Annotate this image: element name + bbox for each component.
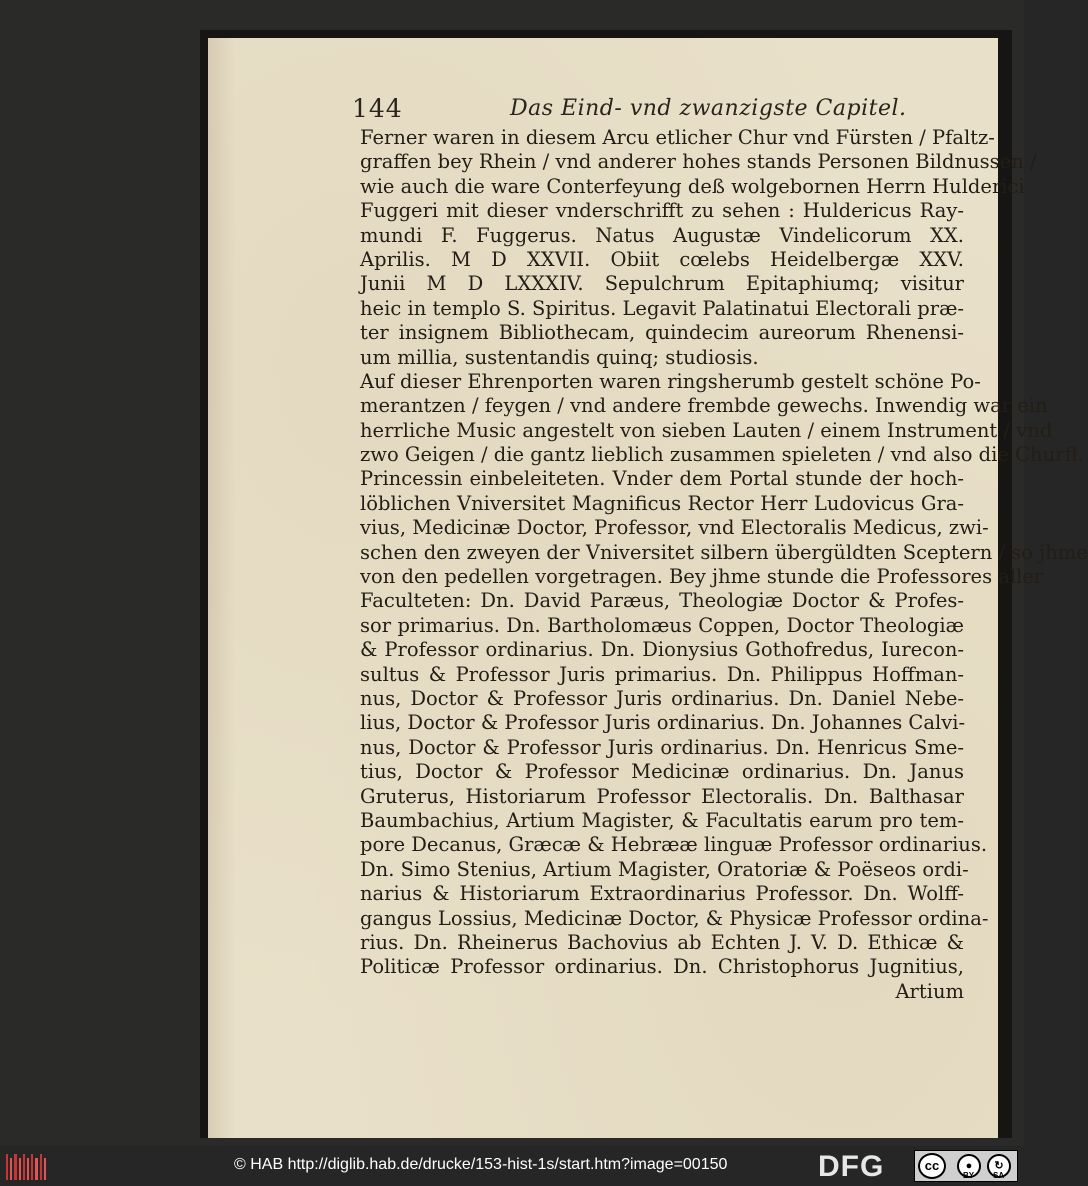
page-number: 144: [352, 94, 403, 123]
running-head: [352, 94, 962, 124]
text-line: nus, Doctor & Professor Juris ordinarius. Dn. Henricus Sme-: [360, 735, 964, 759]
text-line: nus, Doctor & Professor Juris ordinarius. Dn. Daniel Nebe-: [360, 686, 964, 710]
text-line: Auf dieser Ehrenporten waren ringsherumb gestelt schöne Po-: [360, 369, 981, 393]
footer-bar: [0, 1146, 1024, 1186]
text-line: lius, Doctor & Professor Juris ordinarius. Dn. Johannes Calvi-: [360, 711, 966, 735]
by-attribution-icon: ●: [957, 1154, 981, 1178]
text-line: gangus Lossius, Medicinæ Doctor, & Physicæ Professor ordina-: [360, 906, 989, 930]
text-line: & Professor ordinarius. Dn. Dionysius Gothofredus, Iurecon-: [360, 638, 964, 662]
dfg-logo[interactable]: DFG: [818, 1150, 885, 1183]
text-line: herrliche Music angestelt von sieben Lauten / einem Instrument / vnd: [360, 418, 1053, 442]
sa-label: SA: [993, 1171, 1005, 1180]
text-line: sultus & Professor Juris primarius. Dn. Philippus Hoffman-: [360, 662, 964, 686]
catchword: Artium: [895, 979, 964, 1003]
text-line: narius & Historiarum Extraordinarius Professor. Dn. Wolff-: [360, 882, 964, 906]
share-alike-icon: ↻: [987, 1154, 1011, 1178]
text-line: Princessin einbeleiteten. Vnder dem Portal stunde der hoch-: [360, 467, 964, 491]
text-line: Politicæ Professor ordinarius. Dn. Christophorus Jugnitius,: [360, 955, 964, 979]
text-line: Baumbachius, Artium Magister, & Facultatis earum pro tem-: [360, 808, 964, 832]
text-line: pore Decanus, Græcæ & Hebrææ linguæ Professor ordinarius.: [360, 833, 988, 857]
chapter-title: Das Eind- vnd zwanzigste Capitel.: [510, 96, 907, 121]
text-line: Gruterus, Historiarum Professor Electoralis. Dn. Balthasar: [360, 784, 964, 808]
text-line: vius, Medicinæ Doctor, Professor, vnd Electoralis Medicus, zwi-: [360, 516, 989, 540]
text-line: merantzen / feygen / vnd andere frembde gewechs. Inwendig war ein: [360, 394, 1048, 418]
text-line: sor primarius. Dn. Bartholomæus Coppen, Doctor Theologiæ: [360, 613, 964, 637]
text-line: von den pedellen vorgetragen. Bey jhme stunde die Professores aller: [360, 565, 1044, 589]
text-line: Faculteten: Dn. David Paræus, Theologiæ Doctor & Profes-: [360, 589, 964, 613]
text-line: heic in templo S. Spiritus. Legavit Palatinatui Electorali præ-: [360, 296, 965, 320]
text-line: Fuggeri mit dieser vnderschrifft zu sehen : Huldericus Ray-: [360, 199, 964, 223]
text-line: Aprilis. M D XXVII. Obiit cœlebs Heidelbergæ XXV.: [360, 247, 964, 271]
text-line: mundi F. Fuggerus. Natus Augustæ Vindelicorum XX.: [360, 223, 964, 247]
text-line: ter insignem Bibliothecam, quindecim aureorum Rhenensi-: [360, 321, 964, 345]
cc-icon: cc: [918, 1153, 946, 1179]
by-label: BY: [963, 1171, 975, 1180]
text-line: Ferner waren in diesem Arcu etlicher Chur vnd Fürsten / Pfaltz-: [360, 126, 995, 149]
text-block: [360, 126, 1088, 1004]
text-line: löblichen Vniversitet Magnificus Rector Herr Ludovicus Gra-: [360, 491, 964, 515]
copyright-link[interactable]: © HAB http://diglib.hab.de/drucke/153-hist-1s/start.htm?image=00150: [234, 1156, 728, 1173]
text-line: tius, Doctor & Professor Medicinæ ordinarius. Dn. Janus: [360, 760, 964, 784]
cc-license-badge[interactable]: [914, 1150, 1018, 1182]
text-line: Dn. Simo Stenius, Artium Magister, Oratoriæ & Poëseos ordi-: [360, 857, 969, 881]
text-line: zwo Geigen / die gantz lieblich zusammen spieleten / vnd also die Churfl.: [360, 443, 1084, 467]
text-line: Junii M D LXXXIV. Sepulchrum Epitaphiumq; visitur: [360, 272, 964, 296]
text-line: wie auch die ware Conterfeyung deß wolgebornen Herrn Hulderici: [360, 174, 1025, 198]
text-line: schen den zweyen der Vniversitet silbern übergüldten Sceptern / so jhme: [360, 540, 1088, 564]
text-line: um millia, sustentandis quinq; studiosis.: [360, 345, 759, 369]
text-line: rius. Dn. Rheinerus Bachovius ab Echten J. V. D. Ethicæ &: [360, 930, 964, 954]
hab-logo-icon[interactable]: [6, 1154, 46, 1180]
text-line: graffen bey Rhein / vnd anderer hohes stands Personen Bildnussen /: [360, 150, 1037, 174]
